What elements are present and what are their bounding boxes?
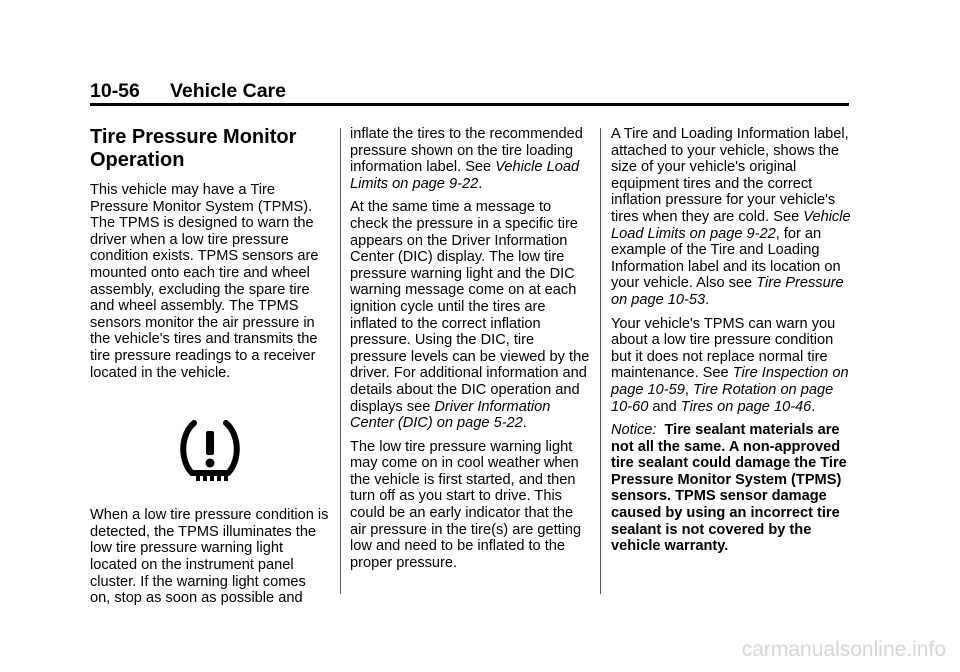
dic-paragraph <box>350 199 590 431</box>
heading-line-2: Operation <box>90 149 185 171</box>
text: Your vehicle's TPMS can warn you about a low tire pressure condition but it does not replace normal tire maintenance. See <box>611 315 836 382</box>
cold-weather-paragraph: The low tire pressure warning light may come on in cool weather when the vehicle is first started, and then turn off as you start to drive. This could be an early indicator that the air pressure in the tire(s) are getting low and need to be inflated to the proper pressure. <box>350 438 582 571</box>
text: , for an example of the Tire and Loading Information label and its location on your vehicle. Also see <box>611 225 841 292</box>
column-3 <box>611 126 851 562</box>
text: At the same time a message to check the pressure in a specific tire appears on the Driver Information Center (DIC) display. The low tire pressure warning light and the DIC warning message come on at each ignition cycle until the tires are inflated to the correct inflation pressure. Using the DIC, tire pressure levels can be viewed by the driver. For additional information and details about the DIC operation and displays see <box>350 199 590 415</box>
xref-link[interactable]: Tire Inspection on page 10-59 <box>611 365 849 398</box>
xref-link[interactable]: Vehicle Load Limits on page 9-22 <box>350 159 580 192</box>
page-header <box>90 80 286 103</box>
column-2 <box>350 126 590 578</box>
text: , <box>684 381 693 398</box>
warning-paragraph: When a low tire pressure condition is detected, the TPMS illuminates the low tire pressure warning light located on the instrument panel cluster. If the warning light comes on, stop as soon as possible and <box>90 507 329 607</box>
notice-paragraph <box>611 422 851 555</box>
text: . <box>522 415 527 432</box>
notice-text: Tire sealant materials are not all the same. A non-approved tire sealant could damage the Tire Pressure Monitor System (TPMS) sensors. TPMS sensor damage caused by using an incorrect tire sealant is not covered by the vehicle warranty. <box>611 422 847 555</box>
text: . <box>811 398 816 415</box>
xref-link[interactable]: Driver Information Center (DIC) on page 5-22 <box>350 398 551 432</box>
header-rule <box>90 103 849 106</box>
page-number: 10-56 <box>90 80 140 102</box>
inflate-paragraph <box>350 126 590 192</box>
text: A Tire and Loading Information label, attached to your vehicle, shows the size of your vehicle's original equipment tires and the correct inflation pressure for your vehicle's tires when they are cold. See <box>611 126 849 225</box>
label-paragraph <box>611 126 851 309</box>
text: . <box>705 291 710 308</box>
notice-label: Notice: <box>611 422 657 439</box>
text: . <box>478 175 483 192</box>
column-divider-2 <box>600 128 601 594</box>
heading-line-1: Tire Pressure Monitor <box>90 126 297 148</box>
xref-link[interactable]: Vehicle Load Limits on page 9-22 <box>611 208 851 242</box>
text: inflate the tires to the recommended pressure shown on the tire loading information label. See <box>350 126 583 176</box>
section-title-header: Vehicle Care <box>170 80 286 102</box>
column-divider-1 <box>340 128 341 594</box>
tire-pressure-warning-icon <box>90 417 330 483</box>
xref-link[interactable]: Tire Rotation on page 10-60 <box>611 381 834 415</box>
xref-link[interactable]: Tires on page 10-46 <box>680 398 812 415</box>
maintenance-paragraph <box>611 316 851 416</box>
text: and <box>648 398 681 415</box>
column-1 <box>90 126 330 614</box>
xref-link[interactable]: Tire Pressure on page 10-53 <box>611 275 844 308</box>
intro-paragraph: This vehicle may have a Tire Pressure Monitor System (TPMS). The TPMS is designed to warn the driver when a low tire pressure condition exists. TPMS sensors are mounted onto each tire and wheel assembly, excluding the spare tire and wheel assembly. The TPMS sensors monitor the air pressure in the vehicle's tires and transmits the tire pressure readings to a receiver located in the vehicle. <box>90 182 319 381</box>
watermark: carmanualsonline.info <box>741 638 946 661</box>
section-heading <box>90 126 330 172</box>
